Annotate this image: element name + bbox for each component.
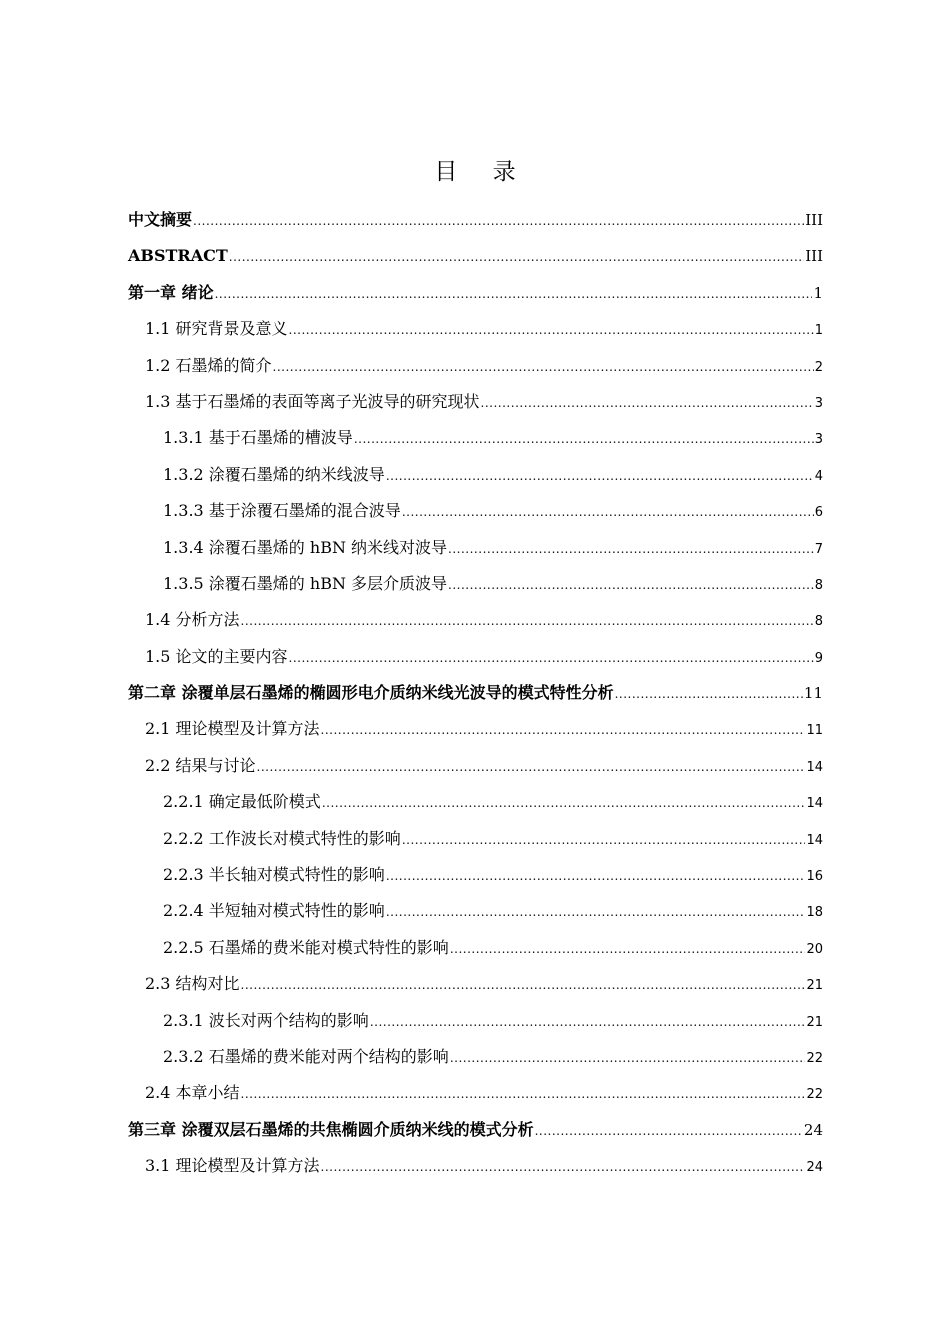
toc-entry[interactable]	[128, 857, 823, 893]
toc-entry[interactable]	[128, 1112, 823, 1148]
toc-entry[interactable]	[128, 893, 823, 929]
dot-leader	[402, 494, 814, 530]
toc-entry[interactable]	[128, 566, 823, 602]
toc-entry-page-number: 21	[806, 978, 823, 994]
dot-leader	[322, 785, 806, 821]
toc-entry-label: 2.2.1 确定最低阶模式	[163, 792, 321, 812]
toc-entry[interactable]	[128, 930, 823, 966]
toc-entry-page-number: 9	[814, 650, 823, 666]
toc-entry-label: 中文摘要	[128, 210, 193, 229]
dot-leader	[289, 312, 814, 348]
toc-entry[interactable]	[128, 784, 823, 820]
dot-leader	[615, 676, 803, 712]
toc-entry[interactable]	[128, 238, 823, 274]
toc-entry[interactable]	[128, 348, 823, 384]
toc-entry[interactable]	[128, 384, 823, 420]
toc-entry-label: 2.1 理论模型及计算方法	[145, 719, 320, 739]
dot-leader	[273, 349, 814, 385]
dot-leader	[193, 203, 804, 239]
dot-leader	[257, 749, 806, 785]
dot-leader	[450, 931, 806, 967]
toc-entry-label: 2.2.2 工作波长对模式特性的影响	[163, 828, 401, 848]
toc-entry-label: 1.4 分析方法	[145, 610, 240, 630]
toc-entry-page-number: 3	[814, 432, 823, 448]
toc-entry[interactable]	[128, 1148, 823, 1184]
toc-entry-page-number: 16	[806, 869, 823, 885]
dot-leader	[448, 531, 814, 567]
toc-entry-page-number: 22	[806, 1087, 823, 1103]
toc-entry[interactable]	[128, 748, 823, 784]
dot-leader	[241, 967, 806, 1003]
toc-entry-label: 2.4 本章小结	[145, 1083, 240, 1103]
dot-leader	[321, 712, 806, 748]
toc-entry[interactable]	[128, 711, 823, 747]
toc-entry-page-number: 7	[814, 541, 823, 557]
toc-entry-label: 1.1 研究背景及意义	[145, 319, 288, 339]
toc-entry-page-number: 1	[813, 283, 823, 302]
toc-entry-label: ABSTRACT	[128, 246, 228, 266]
dot-leader	[289, 640, 814, 676]
toc-entry-label: 第三章 涂覆双层石墨烯的共焦椭圆介质纳米线的模式分析	[128, 1119, 534, 1139]
dot-leader	[448, 567, 814, 603]
toc-entry-page-number: 6	[814, 505, 823, 521]
toc-entry-page-number: 24	[806, 1160, 823, 1176]
toc-entry-label: 1.2 石墨烯的简介	[145, 355, 272, 375]
toc-entry-page-number: 8	[814, 577, 823, 593]
dot-leader	[354, 421, 814, 457]
dot-leader	[402, 822, 806, 858]
toc-entry-page-number: 14	[806, 832, 823, 848]
toc-entry[interactable]	[128, 1003, 823, 1039]
toc-entry-label: 2.2.3 半长轴对模式特性的影响	[163, 865, 385, 885]
toc-entry-label: 2.2.5 石墨烯的费米能对模式特性的影响	[163, 937, 449, 957]
toc-entry-page-number: 14	[806, 796, 823, 812]
toc-entry-page-number: 14	[806, 759, 823, 775]
toc-entry-label: 第一章 绪论	[128, 282, 214, 302]
toc-entry-label: 2.3.1 波长对两个结构的影响	[163, 1010, 369, 1030]
toc-entry-page-number: 8	[814, 614, 823, 630]
toc-entry[interactable]	[128, 639, 823, 675]
dot-leader	[386, 894, 806, 930]
toc-entry-page-number: 1	[814, 323, 823, 339]
toc-entry-page-number: III	[805, 247, 823, 266]
toc-entry[interactable]	[128, 202, 823, 238]
toc-entry[interactable]	[128, 275, 823, 311]
dot-leader	[229, 239, 804, 275]
dot-leader	[386, 858, 806, 894]
table-of-contents	[128, 202, 823, 1185]
toc-entry-page-number: III	[805, 211, 823, 229]
dot-leader	[321, 1149, 806, 1185]
toc-entry-page-number: 24	[803, 1120, 823, 1139]
toc-entry-page-number: 21	[806, 1014, 823, 1030]
toc-entry-page-number: 11	[806, 723, 823, 739]
dot-leader	[215, 276, 813, 312]
dot-leader	[370, 1004, 806, 1040]
dot-leader	[535, 1113, 803, 1149]
toc-entry-label: 2.3 结构对比	[145, 974, 240, 994]
dot-leader	[450, 1040, 806, 1076]
toc-entry-label: 1.3.5 涂覆石墨烯的 hBN 多层介质波导	[163, 573, 448, 593]
toc-entry[interactable]	[128, 675, 823, 711]
toc-title: 目 录	[434, 159, 530, 185]
toc-entry-page-number: 4	[814, 468, 823, 484]
toc-entry-label: 1.3.3 基于涂覆石墨烯的混合波导	[163, 501, 401, 521]
toc-entry-page-number: 2	[814, 359, 823, 375]
toc-entry-label: 2.3.2 石墨烯的费米能对两个结构的影响	[163, 1046, 449, 1066]
toc-entry-page-number: 3	[814, 395, 823, 411]
toc-entry-page-number: 18	[806, 905, 823, 921]
toc-entry-label: 第二章 涂覆单层石墨烯的椭圆形电介质纳米线光波导的模式特性分析	[128, 683, 614, 703]
toc-entry[interactable]	[128, 420, 823, 456]
toc-entry-label: 1.5 论文的主要内容	[145, 646, 288, 666]
toc-entry[interactable]	[128, 1075, 823, 1111]
toc-entry[interactable]	[128, 530, 823, 566]
toc-entry[interactable]	[128, 966, 823, 1002]
toc-entry[interactable]	[128, 311, 823, 347]
toc-entry[interactable]	[128, 602, 823, 638]
toc-entry[interactable]	[128, 1039, 823, 1075]
toc-entry-page-number: 20	[806, 941, 823, 957]
toc-entry-label: 1.3.2 涂覆石墨烯的纳米线波导	[163, 464, 385, 484]
dot-leader	[241, 1076, 806, 1112]
toc-entry[interactable]	[128, 821, 823, 857]
toc-entry[interactable]	[128, 493, 823, 529]
toc-entry-label: 2.2.4 半短轴对模式特性的影响	[163, 901, 385, 921]
toc-entry[interactable]	[128, 457, 823, 493]
toc-entry-label: 1.3 基于石墨烯的表面等离子光波导的研究现状	[145, 391, 480, 411]
toc-entry-label: 3.1 理论模型及计算方法	[145, 1156, 320, 1176]
toc-entry-label: 1.3.4 涂覆石墨烯的 hBN 纳米线对波导	[163, 537, 448, 557]
toc-entry-label: 2.2 结果与讨论	[145, 755, 256, 775]
toc-entry-label: 1.3.1 基于石墨烯的槽波导	[163, 428, 353, 448]
dot-leader	[481, 385, 814, 421]
toc-entry-page-number: 22	[806, 1050, 823, 1066]
dot-leader	[241, 603, 814, 639]
dot-leader	[386, 458, 814, 494]
toc-entry-page-number: 11	[803, 684, 823, 703]
